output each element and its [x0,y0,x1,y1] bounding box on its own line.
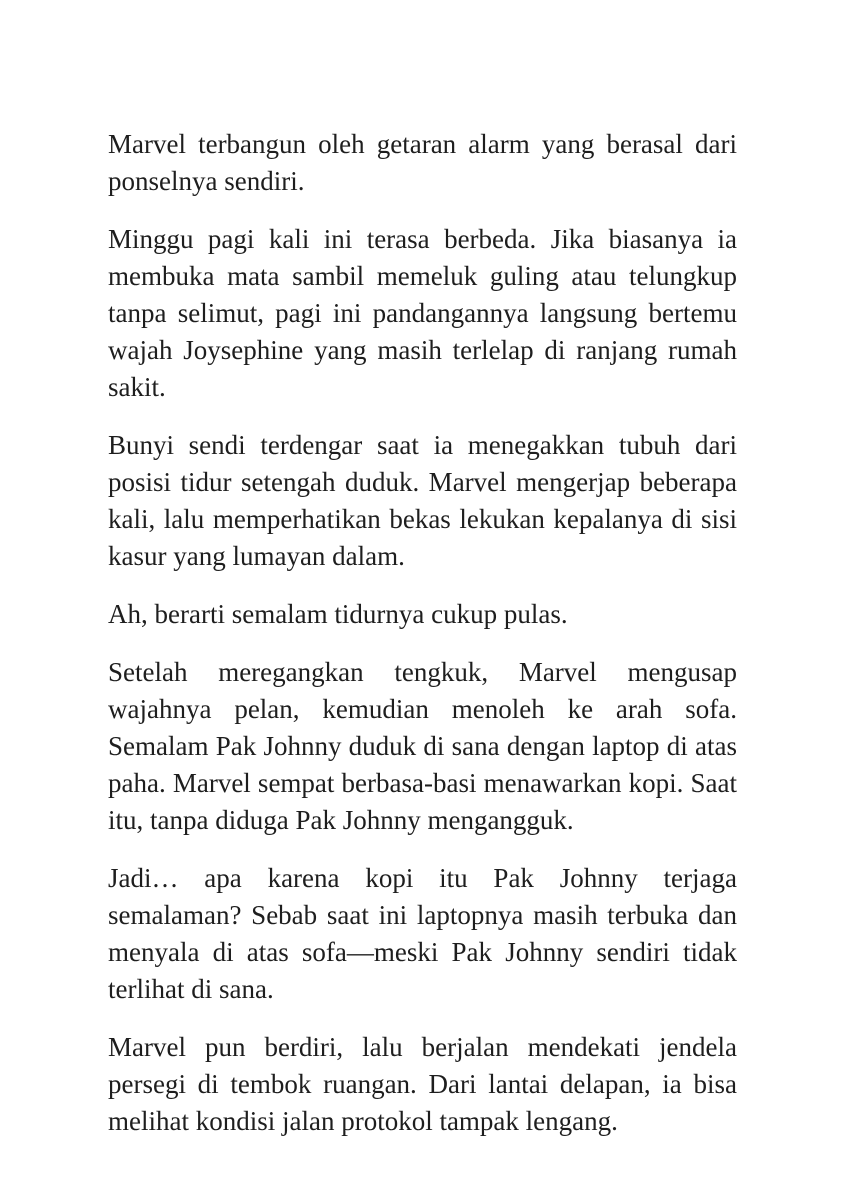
paragraph: Minggu pagi kali ini terasa berbeda. Jika biasanya ia membuka mata sambil memeluk guling atau telungkup tanpa selimut, pagi ini pandangannya langsung bertemu wajah Joysephine yang masih terlelap di ranjang rumah sakit. [108,224,737,402]
paragraph: Marvel terbangun oleh getaran alarm yang berasal dari ponselnya sendiri. [108,129,737,196]
paragraph: Jadi… apa karena kopi itu Pak Johnny terjaga semalaman? Sebab saat ini laptopnya masih terbuka dan menyala di atas sofa—meski Pak Johnny sendiri tidak terlihat di sana. [108,863,737,1004]
story-text [108,126,737,1161]
paragraph: Bunyi sendi terdengar saat ia menegakkan tubuh dari posisi tidur setengah duduk. Marvel mengerjap beberapa kali, lalu memperhatikan bekas lekukan kepalanya di sisi kasur yang lumayan dalam. [108,430,737,571]
paragraph: Marvel pun berdiri, lalu berjalan mendekati jendela persegi di tembok ruangan. Dari lantai delapan, ia bisa melihat kondisi jalan protokol tampak lengang. [108,1032,737,1136]
paragraph: Ah, berarti semalam tidurnya cukup pulas. [108,599,568,629]
paragraph: Setelah meregangkan tengkuk, Marvel mengusap wajahnya pelan, kemudian menoleh ke arah sofa. Semalam Pak Johnny duduk di sana dengan laptop di atas paha. Marvel sempat berbasa-basi menawarkan kopi. Saat itu, tanpa diduga Pak Johnny mengangguk. [108,657,737,835]
